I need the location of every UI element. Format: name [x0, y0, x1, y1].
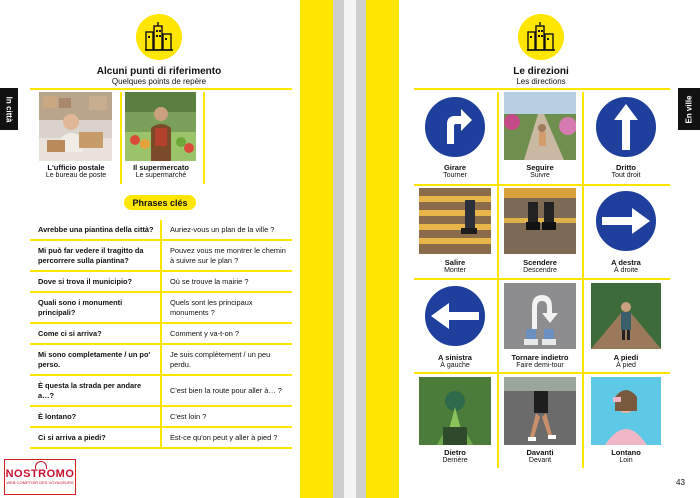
phrase-it: Mi può far vedere il tragitto da percorrere sulla piantina?	[38, 245, 144, 265]
logo-tagline: WEB COMPTOIR DES VOYAGEURS	[6, 480, 74, 485]
phrases-title: Phrases clés	[132, 197, 188, 208]
phrase-row	[30, 428, 292, 449]
caption-it: Seguire	[526, 163, 554, 172]
caption-fr: Derrière	[442, 457, 468, 464]
phrase-it: Ci si arriva a piedi?	[38, 432, 106, 442]
caption-fr: Monter	[444, 267, 466, 274]
caption-it: Il supermercato	[133, 163, 189, 172]
phrase-it: Mi sono completamente / un po' perso.	[38, 349, 151, 369]
walking-bridge-photo	[591, 283, 661, 349]
side-tab-label: In città	[4, 96, 14, 122]
caption-fr: Le bureau de poste	[45, 172, 107, 179]
phrase-fr: Auriez-vous un plan de la ville ?	[160, 220, 292, 239]
caption-it: Davanti	[526, 448, 554, 457]
heading-rule	[30, 88, 292, 90]
supermarket-photo	[125, 92, 196, 161]
phrase-row	[30, 220, 292, 241]
caption-it: Girare	[443, 163, 467, 172]
right-arrow-sign-icon	[592, 188, 660, 254]
page-number: 43	[676, 478, 685, 487]
direction-caption	[593, 163, 659, 179]
direction-caption	[422, 353, 488, 369]
directions-subtitle: Les directions	[516, 77, 566, 86]
caption-fr: À gauche	[440, 362, 470, 369]
phrase-it: È lontano?	[38, 411, 77, 421]
phrase-it: Avrebbe una piantina della città?	[38, 224, 154, 234]
phrase-row	[30, 272, 292, 293]
supermarket-caption	[120, 163, 202, 179]
phrase-fr: Comment y va-t-on ?	[160, 324, 292, 343]
phrase-row	[30, 324, 292, 345]
gutter-fold	[344, 0, 356, 498]
phrase-row	[30, 407, 292, 428]
caption-fr: Suivre	[530, 172, 550, 179]
straight-ahead-sign-icon	[592, 94, 660, 160]
gutter-band-left	[300, 0, 333, 498]
globe-icon	[35, 461, 47, 469]
left-page	[0, 0, 300, 498]
landmarks-heading	[90, 66, 228, 86]
stairs-down-photo	[504, 188, 576, 254]
phrase-fr: Pouvez vous me montrer le chemin à suivre sur le plan ?	[160, 241, 292, 270]
grid-divider	[497, 92, 499, 468]
u-turn-photo	[504, 283, 576, 349]
nostromo-logo	[4, 459, 76, 495]
left-arrow-sign-icon	[421, 283, 489, 349]
city-icon	[518, 14, 564, 60]
caption-fr: Tourner	[443, 172, 467, 179]
caption-fr: Le supermarché	[135, 172, 187, 179]
direction-caption	[593, 353, 659, 369]
direction-caption	[422, 448, 488, 464]
direction-caption	[507, 163, 573, 179]
caption-it: Lontano	[611, 448, 641, 457]
caption-fr: Tout droit	[611, 172, 641, 179]
direction-caption	[593, 258, 659, 274]
caption-it: A destra	[611, 258, 641, 267]
caption-it: Dietro	[444, 448, 466, 457]
side-tab-in-citta	[0, 88, 18, 130]
phrase-it: Quali sono i monumenti principali?	[38, 297, 123, 317]
side-tab-label: En ville	[684, 94, 694, 124]
direction-caption	[507, 353, 573, 369]
direction-caption	[507, 258, 573, 274]
path-photo	[504, 92, 576, 160]
caption-fr: Faire demi-tour	[516, 362, 564, 369]
caption-it: A sinistra	[438, 353, 472, 362]
phrase-fr: Quels sont les principaux monuments ?	[160, 293, 292, 322]
phrase-row	[30, 241, 292, 272]
phrase-row	[30, 376, 292, 407]
caption-it: Dritto	[616, 163, 636, 172]
far-look-photo	[591, 377, 661, 445]
caption-fr: Loin	[619, 457, 633, 464]
post-office-photo	[39, 92, 112, 161]
phrase-fr: Je suis complètement / un peu perdu.	[160, 345, 292, 374]
phrases-table	[30, 220, 292, 449]
column-divider	[203, 92, 205, 184]
direction-caption	[593, 448, 659, 464]
directions-title: Le direzioni	[513, 66, 569, 77]
side-tab-en-ville	[678, 88, 700, 130]
landmarks-subtitle: Quelques points de repère	[111, 77, 207, 86]
caption-it: Salire	[444, 258, 466, 267]
caption-fr: Descendre	[523, 267, 557, 274]
logo-name: NOSTROMO	[5, 468, 75, 480]
gutter-band-right	[366, 0, 399, 498]
caption-it: A piedi	[613, 353, 639, 362]
phrase-fr: C'est loin ?	[160, 407, 292, 426]
caption-it: Scendere	[523, 258, 557, 267]
phrase-row	[30, 345, 292, 376]
phrase-it: Dove si trova il municipio?	[38, 276, 133, 286]
direction-caption	[422, 258, 488, 274]
phrase-fr: Où se trouve la mairie ?	[160, 272, 292, 291]
grid-divider	[414, 278, 670, 280]
grid-divider	[414, 372, 670, 374]
directions-heading	[491, 66, 591, 86]
turn-right-sign-icon	[421, 94, 489, 160]
caption-fr: À pied	[616, 362, 636, 369]
heading-rule	[414, 88, 670, 90]
caption-it: L'ufficio postale	[47, 163, 105, 172]
caption-it: Tornare indietro	[511, 353, 569, 362]
phrase-fr: C'est bien la route pour aller à… ?	[160, 376, 292, 405]
caption-fr: Devant	[528, 457, 552, 464]
grid-divider	[582, 92, 584, 468]
phrases-cles-badge	[124, 195, 196, 210]
phrase-it: Come ci si arriva?	[38, 328, 102, 338]
behind-plant-photo	[419, 377, 491, 445]
caption-fr: À droite	[613, 267, 639, 274]
city-icon	[136, 14, 182, 60]
phrase-row	[30, 293, 292, 324]
stairs-up-photo	[419, 188, 491, 254]
direction-caption	[422, 163, 488, 179]
phrase-it: È questa la strada per andare a…?	[38, 380, 142, 400]
post-office-caption	[35, 163, 117, 179]
grid-divider	[414, 184, 670, 186]
runner-photo	[504, 377, 576, 445]
phrase-fr: Est-ce qu'on peut y aller à pied ?	[160, 428, 292, 447]
direction-caption	[507, 448, 573, 464]
landmarks-title: Alcuni punti di riferimento	[96, 66, 222, 77]
